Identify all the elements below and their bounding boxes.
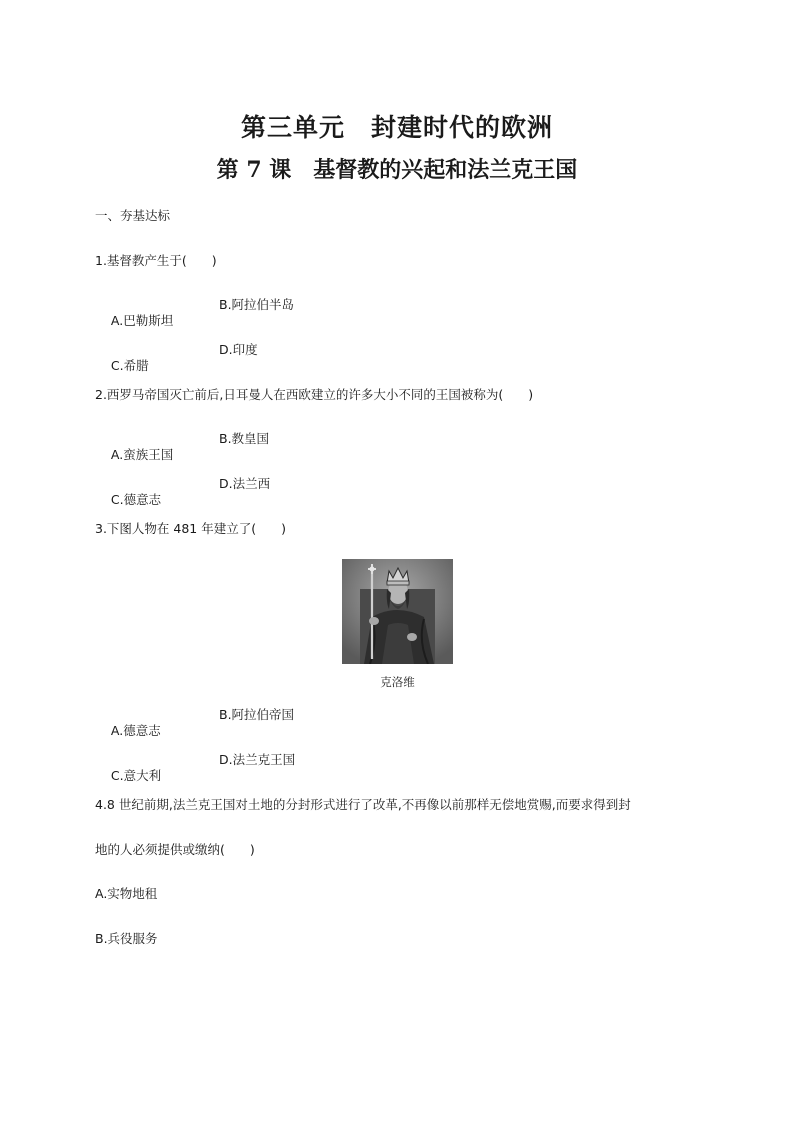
question-3-option-c: C.意大利 bbox=[110, 768, 162, 783]
question-3-option-b: B.阿拉伯帝国 bbox=[219, 707, 295, 722]
clovis-portrait-image bbox=[342, 559, 453, 664]
question-4-option-a: A.实物地租 bbox=[95, 886, 158, 901]
question-3-option-a: A.德意志 bbox=[110, 723, 161, 738]
question-3-option-d: D.法兰克王国 bbox=[219, 752, 296, 767]
question-2-option-b: B.教皇国 bbox=[219, 431, 270, 446]
question-4-stem-line-1: 4.8 世纪前期,法兰克王国对土地的分封形式进行了改革,不再像以前那样无偿地赏赐,而要求得到封 bbox=[95, 797, 631, 812]
question-2-option-d: D.法兰西 bbox=[219, 476, 271, 491]
figure-caption: 克洛维 bbox=[380, 675, 415, 689]
unit-title: 第三单元 封建时代的欧洲 bbox=[240, 113, 553, 142]
section-heading: 一、夯基达标 bbox=[95, 208, 171, 223]
question-4-stem-line-2: 地的人必须提供或缴纳( ) bbox=[95, 842, 255, 857]
question-4-option-b: B.兵役服务 bbox=[95, 931, 158, 946]
question-2-option-c: C.德意志 bbox=[110, 492, 162, 507]
question-1-stem: 1.基督教产生于( ) bbox=[95, 253, 217, 268]
question-2-option-a: A.蛮族王国 bbox=[110, 447, 174, 462]
question-1-option-d: D.印度 bbox=[219, 342, 258, 357]
question-1-option-c: C.希腊 bbox=[110, 358, 149, 373]
question-3-stem: 3.下图人物在 481 年建立了( ) bbox=[95, 521, 286, 536]
question-2-stem: 2.西罗马帝国灭亡前后,日耳曼人在西欧建立的许多大小不同的王国被称为( ) bbox=[95, 387, 534, 402]
lesson-title: 第 7 课 基督教的兴起和法兰克王国 bbox=[216, 157, 578, 183]
question-1-option-a: A.巴勒斯坦 bbox=[110, 313, 174, 328]
question-1-option-b: B.阿拉伯半岛 bbox=[219, 297, 295, 312]
